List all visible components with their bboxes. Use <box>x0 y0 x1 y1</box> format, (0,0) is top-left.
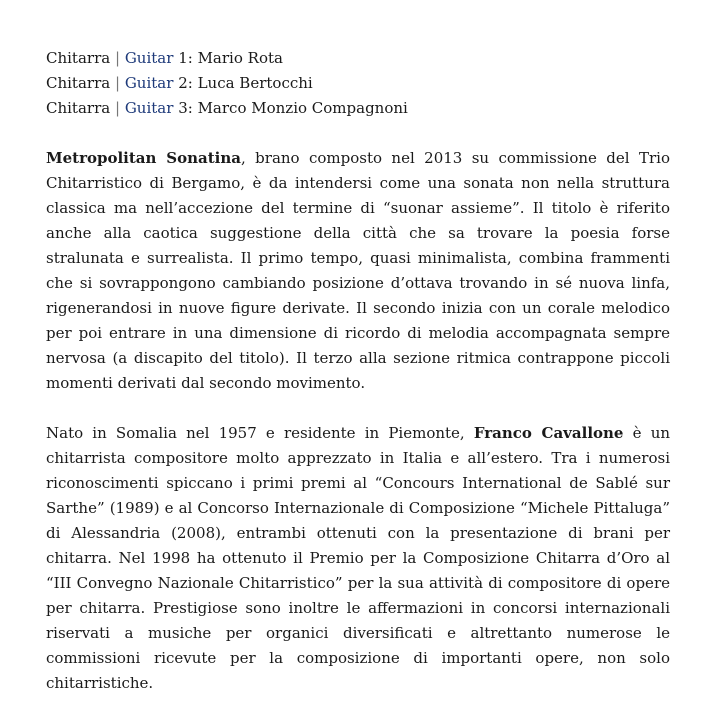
work-description-text: , brano composto nel 2013 su commissione del Trio Chitarristico di Bergamo, è da intendersi come una sonata non nella struttura classica ma nell’accezione del termine di “suonar assieme”. Il titolo è riferito anche alla caotica suggestione della città che sa trovare la poesia forse stralunata e surrealista. Il primo tempo, quasi minimalista, combina frammenti che si sovrappongono cambiando posizione d’ottava trovando in sé nuova linfa, rigenerandosi in nuove figure derivate. Il secondo inizia con un corale melodico per poi entrare in una dimensione di ricordo di melodia accompagnata sempre nervosa (a discapito del titolo). Il terzo alla sezione ritmica contrappone piccoli momenti derivati dal secondo movimento. <box>46 149 670 392</box>
composer-name: Franco Cavallone <box>473 424 624 442</box>
performer-line: Chitarra | Guitar 3: Marco Monzio Compagnoni <box>46 99 408 117</box>
performer-list <box>46 46 670 121</box>
performer-line: Chitarra | Guitar 1: Mario Rota <box>46 49 283 67</box>
role-separator: | <box>114 99 121 117</box>
role-separator: | <box>114 49 121 67</box>
role-italian: Chitarra <box>46 74 111 92</box>
composer-bio-intro: Nato in Somalia nel 1957 e residente in Piemonte, <box>46 424 474 442</box>
document-page <box>46 46 670 696</box>
role-english: Guitar <box>124 99 174 117</box>
role-english: Guitar <box>124 49 174 67</box>
performer-number: 3 <box>178 99 188 117</box>
role-english: Guitar <box>124 74 174 92</box>
composer-bio-paragraph <box>46 421 670 696</box>
role-separator: | <box>114 74 121 92</box>
work-title: Metropolitan Sonatina <box>46 149 241 167</box>
performer-name: Luca Bertocchi <box>197 74 313 92</box>
composer-bio-text: è un chitarrista compositore molto apprezzato in Italia e all’estero. Tra i numerosi riconoscimenti spiccano i primi premi al “Concours International de Sablé sur Sarthe” (1989) e al Concorso Internazionale di Composizione “Michele Pittaluga” di Alessandria (2008), entrambi ottenuti con la presentazione di brani per chitarra. Nel 1998 ha ottenuto il Premio per la Composizione Chitarra d’Oro al “III Convegno Nazionale Chitarristico” per la sua attività di compositore di opere per chitarra. Prestigiose sono inoltre le affermazioni in concorsi internazionali riservati a musiche per organici diversificati e altrettanto numerose le commissioni ricevute per la composizione di importanti opere, non solo chitarristiche. <box>46 424 671 692</box>
performer-line: Chitarra | Guitar 2: Luca Bertocchi <box>46 74 313 92</box>
work-description-paragraph <box>46 146 670 396</box>
performer-name: Mario Rota <box>197 49 283 67</box>
role-italian: Chitarra <box>46 99 111 117</box>
role-italian: Chitarra <box>46 49 111 67</box>
performer-number: 1 <box>178 49 188 67</box>
performer-number: 2 <box>178 74 188 92</box>
performer-name: Marco Monzio Compagnoni <box>197 99 408 117</box>
